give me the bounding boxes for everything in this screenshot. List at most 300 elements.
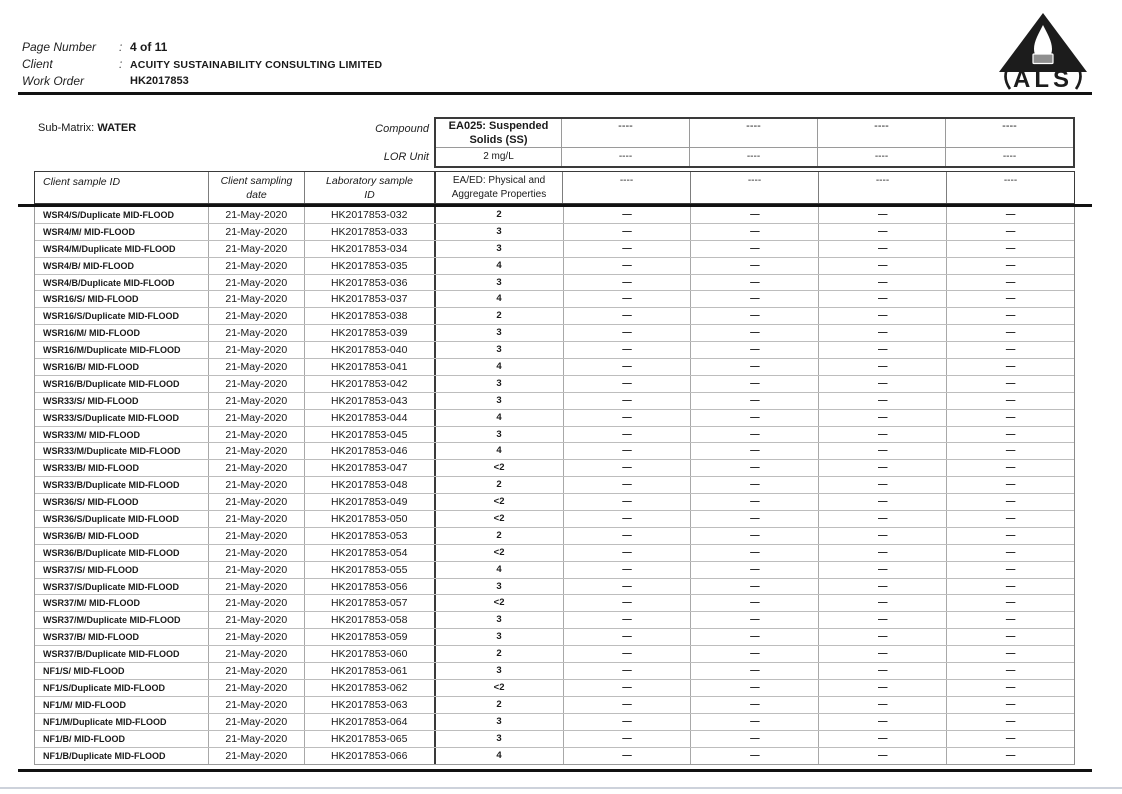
table-row [35,595,1074,612]
empty-result-cell: — [690,207,818,223]
empty-result-cell: — [946,241,1074,257]
empty-result-cell: — [563,224,691,240]
lor-unit-row [436,148,1073,166]
lab-sample-id-cell: HK2017853-041 [304,359,434,375]
result-value-cell: 2 [434,308,563,324]
col-header-sampling-date-line2 [209,202,304,203]
table-row [35,511,1074,528]
lab-sample-id-cell: HK2017853-036 [304,275,434,291]
sampling-date-cell: 21-May-2020 [208,562,304,578]
lor-value-cell: ---- [817,148,945,166]
footer-divider [18,769,1092,772]
empty-result-cell: — [563,629,691,645]
lor-value-cell: ---- [561,148,689,166]
empty-result-cell: — [946,460,1074,476]
table-row [35,663,1074,680]
empty-result-cell: — [818,528,946,544]
empty-result-cell: — [563,393,691,409]
sample-id-cell: WSR37/M/Duplicate MID-FLOOD [43,615,181,626]
sampling-date-cell: 21-May-2020 [208,612,304,628]
lab-sample-id-cell: HK2017853-035 [304,258,434,274]
lab-sample-id-cell: HK2017853-061 [304,663,434,679]
sampling-date-cell: 21-May-2020 [208,629,304,645]
table-row [35,460,1074,477]
result-value-cell: 3 [434,342,563,358]
empty-result-cell: — [818,258,946,274]
table-row [35,342,1074,359]
result-value-cell: <2 [434,460,563,476]
sub-matrix-value: WATER [97,122,137,134]
result-value-cell: 3 [434,224,563,240]
table-row [35,325,1074,342]
lor-unit-row-label: LOR Unit [383,151,429,163]
header-divider [18,92,1092,95]
empty-result-cell: — [818,494,946,510]
empty-result-cell: — [818,511,946,527]
empty-result-cell: — [946,528,1074,544]
lab-sample-id-cell: HK2017853-032 [304,207,434,223]
empty-result-cell: — [690,241,818,257]
empty-result-cell: — [690,545,818,561]
empty-result-cell: — [818,646,946,662]
lab-sample-id-cell: HK2017853-063 [304,697,434,713]
method-group-cell: ---- [946,172,1074,203]
lab-sample-id-cell: HK2017853-045 [304,427,434,443]
lor-value-cell: 2 mg/L [483,151,514,162]
empty-result-cell: — [563,612,691,628]
sampling-date-cell: 21-May-2020 [208,646,304,662]
empty-result-cell: — [946,511,1074,527]
table-row [35,629,1074,646]
empty-result-cell: — [563,308,691,324]
empty-result-cell: — [690,443,818,459]
sample-id-cell: WSR4/B/Duplicate MID-FLOOD [43,277,175,288]
page-number-label: Page Number [22,40,97,54]
lab-sample-id-cell: HK2017853-040 [304,342,434,358]
sample-id-cell: WSR36/S/Duplicate MID-FLOOD [43,514,180,525]
sampling-date-cell: 21-May-2020 [208,748,304,765]
work-order-value: HK2017853 [130,75,189,87]
sample-id-cell: WSR36/B/ MID-FLOOD [43,530,139,541]
col-header-lab-sample-id-line2: ID [364,189,375,201]
sample-id-cell: NF1/M/ MID-FLOOD [43,699,126,710]
sampling-date-cell: 21-May-2020 [208,680,304,696]
lab-sample-id-cell: HK2017853-055 [304,562,434,578]
sample-id-cell: WSR36/S/ MID-FLOOD [43,497,139,508]
sampling-date-cell: 21-May-2020 [208,207,304,223]
sample-id-cell: WSR33/S/Duplicate MID-FLOOD [43,412,180,423]
table-row [35,275,1074,292]
work-order-label: Work Order [22,74,85,88]
empty-result-cell: — [690,275,818,291]
sampling-date-cell: 21-May-2020 [208,393,304,409]
empty-result-cell: — [563,646,691,662]
empty-result-cell: — [690,224,818,240]
lab-sample-id-cell: HK2017853-046 [304,443,434,459]
lab-sample-id-cell: HK2017853-048 [304,477,434,493]
result-value-cell: 4 [434,359,563,375]
table-row [35,207,1074,224]
sample-id-cell: WSR16/M/ MID-FLOOD [43,328,140,339]
empty-result-cell: — [690,714,818,730]
empty-result-cell: — [563,595,691,611]
col-header-sampling-date-line1: Client sampling date [220,175,293,201]
table-row [35,308,1074,325]
table-row [35,258,1074,275]
empty-result-cell: — [946,629,1074,645]
empty-result-cell: — [563,342,691,358]
empty-result-cell: — [818,612,946,628]
empty-result-cell: — [563,376,691,392]
lab-sample-id-cell: HK2017853-057 [304,595,434,611]
sampling-date-cell: 21-May-2020 [208,258,304,274]
empty-result-cell: — [563,748,691,765]
sampling-date-cell: 21-May-2020 [208,511,304,527]
page-bottom-edge [0,787,1122,789]
compound-title-cell: ---- [689,119,817,147]
sample-id-cell: WSR37/B/ MID-FLOOD [43,632,139,643]
lab-sample-id-cell: HK2017853-037 [304,291,434,307]
empty-result-cell: — [690,731,818,747]
empty-result-cell: — [946,325,1074,341]
empty-result-cell: — [946,595,1074,611]
compound-title-cell: ---- [945,119,1073,147]
empty-result-cell: — [563,291,691,307]
empty-result-cell: — [818,562,946,578]
empty-result-cell: — [563,410,691,426]
result-value-cell: 2 [434,477,563,493]
lab-sample-id-cell: HK2017853-062 [304,680,434,696]
result-value-cell: 3 [434,393,563,409]
sampling-date-cell: 21-May-2020 [208,376,304,392]
sample-id-cell: WSR4/M/ MID-FLOOD [43,226,135,237]
table-row [35,697,1074,714]
empty-result-cell: — [690,697,818,713]
empty-result-cell: — [563,545,691,561]
empty-result-cell: — [818,443,946,459]
empty-result-cell: — [563,427,691,443]
empty-result-cell: — [563,680,691,696]
empty-result-cell: — [690,579,818,595]
sample-id-cell: WSR37/S/Duplicate MID-FLOOD [43,581,180,592]
empty-result-cell: — [690,663,818,679]
sampling-date-cell: 21-May-2020 [208,241,304,257]
result-value-cell: 3 [434,275,563,291]
sampling-date-cell: 21-May-2020 [208,494,304,510]
lab-sample-id-cell: HK2017853-065 [304,731,434,747]
empty-result-cell: — [563,579,691,595]
sample-id-cell: WSR4/S/Duplicate MID-FLOOD [43,210,175,220]
empty-result-cell: — [690,680,818,696]
empty-result-cell: — [690,612,818,628]
result-value-cell: 4 [434,410,563,426]
table-row [35,427,1074,444]
empty-result-cell: — [946,410,1074,426]
table-row [35,443,1074,460]
sample-id-cell: WSR4/B/ MID-FLOOD [43,260,134,271]
client-separator: : [119,57,123,71]
method-group-cell: ---- [690,172,818,203]
empty-result-cell: — [818,697,946,713]
sampling-date-cell: 21-May-2020 [208,291,304,307]
result-value-cell: <2 [434,680,563,696]
empty-result-cell: — [690,511,818,527]
logo-text: ALS [1013,66,1073,90]
empty-result-cell: — [818,427,946,443]
sample-id-cell: WSR16/B/ MID-FLOOD [43,362,139,373]
empty-result-cell: — [563,325,691,341]
empty-result-cell: — [690,595,818,611]
empty-result-cell: — [946,258,1074,274]
result-value-cell: 3 [434,241,563,257]
client-label: Client [22,57,53,71]
empty-result-cell: — [690,325,818,341]
sample-id-cell: NF1/S/ MID-FLOOD [43,666,125,677]
table-row [35,731,1074,748]
empty-result-cell: — [563,562,691,578]
sampling-date-cell: 21-May-2020 [208,325,304,341]
result-value-cell: <2 [434,494,563,510]
table-row [35,714,1074,731]
empty-result-cell: — [946,494,1074,510]
lab-sample-id-cell: HK2017853-047 [304,460,434,476]
empty-result-cell: — [818,359,946,375]
lab-sample-id-cell: HK2017853-050 [304,511,434,527]
sampling-date-cell: 21-May-2020 [208,427,304,443]
empty-result-cell: — [690,528,818,544]
result-value-cell: 3 [434,325,563,341]
sample-id-cell: WSR33/M/ MID-FLOOD [43,429,140,440]
empty-result-cell: — [563,258,691,274]
empty-result-cell: — [690,562,818,578]
empty-result-cell: — [946,612,1074,628]
empty-result-cell: — [563,528,691,544]
empty-result-cell: — [818,579,946,595]
empty-result-cell: — [818,241,946,257]
logo-burner-icon [1033,54,1053,64]
lab-sample-id-cell: HK2017853-056 [304,579,434,595]
result-value-cell: 3 [434,427,563,443]
empty-result-cell: — [690,748,818,765]
lab-sample-id-cell: HK2017853-058 [304,612,434,628]
col-header-lab-sample-id [304,172,434,203]
result-value-cell: 2 [434,697,563,713]
empty-result-cell: — [946,342,1074,358]
empty-result-cell: — [946,443,1074,459]
table-row [35,477,1074,494]
result-value-cell: <2 [434,545,563,561]
table-row [35,291,1074,308]
table-row [35,359,1074,376]
table-row [35,494,1074,511]
result-value-cell: 2 [434,207,563,223]
sample-id-cell: WSR16/M/Duplicate MID-FLOOD [43,345,181,356]
empty-result-cell: — [946,393,1074,409]
empty-result-cell: — [818,629,946,645]
table-row [35,528,1074,545]
sampling-date-cell: 21-May-2020 [208,528,304,544]
empty-result-cell: — [818,477,946,493]
empty-result-cell: — [818,680,946,696]
sample-id-cell: WSR4/M/Duplicate MID-FLOOD [43,243,176,254]
compound-title-cell: EA025: Suspended Solids (SS) [448,120,549,146]
empty-result-cell: — [690,291,818,307]
table-row [35,410,1074,427]
sample-id-cell: NF1/B/ MID-FLOOD [43,733,125,744]
sampling-date-cell: 21-May-2020 [208,308,304,324]
empty-result-cell: — [818,207,946,223]
col-header-client-sample-id: Client sample ID [43,176,121,188]
sample-id-cell: WSR33/S/ MID-FLOOD [43,395,139,406]
table-row [35,393,1074,410]
sample-id-cell: NF1/B/Duplicate MID-FLOOD [43,750,166,761]
col-header-lab-sample-id-line1: Laboratory sample [326,175,413,187]
empty-result-cell: — [690,629,818,645]
empty-result-cell: — [563,460,691,476]
lab-sample-id-cell: HK2017853-038 [304,308,434,324]
result-value-cell: 2 [434,646,563,662]
sampling-date-cell: 21-May-2020 [208,477,304,493]
table-row [35,562,1074,579]
result-value-cell: 4 [434,748,563,765]
sample-id-cell: WSR37/M/ MID-FLOOD [43,598,140,609]
compound-header-box [434,117,1075,168]
lab-sample-id-cell: HK2017853-044 [304,410,434,426]
empty-result-cell: — [563,511,691,527]
result-value-cell: 3 [434,579,563,595]
empty-result-cell: — [818,308,946,324]
lor-value-cell: ---- [689,148,817,166]
empty-result-cell: — [690,258,818,274]
col-header-sampling-date [208,172,304,203]
empty-result-cell: — [690,342,818,358]
sample-id-cell: WSR33/B/ MID-FLOOD [43,463,139,474]
lab-sample-id-cell: HK2017853-034 [304,241,434,257]
sampling-date-cell: 21-May-2020 [208,410,304,426]
empty-result-cell: — [946,545,1074,561]
result-value-cell: <2 [434,511,563,527]
empty-result-cell: — [690,460,818,476]
sample-id-cell: WSR16/S/Duplicate MID-FLOOD [43,311,180,322]
sampling-date-cell: 21-May-2020 [208,224,304,240]
empty-result-cell: — [818,748,946,765]
table-row [35,241,1074,258]
empty-result-cell: — [690,376,818,392]
empty-result-cell: — [563,275,691,291]
empty-result-cell: — [946,748,1074,765]
sub-matrix [38,122,136,134]
empty-result-cell: — [563,494,691,510]
table-row [35,579,1074,596]
lab-sample-id-cell: HK2017853-054 [304,545,434,561]
client-value: ACUITY SUSTAINABILITY CONSULTING LIMITED [130,59,383,71]
result-value-cell: 4 [434,291,563,307]
empty-result-cell: — [946,376,1074,392]
table-row [35,748,1074,765]
sampling-date-cell: 21-May-2020 [208,714,304,730]
result-value-cell: <2 [434,595,563,611]
compound-row-label: Compound [375,123,429,135]
sampling-date-cell: 21-May-2020 [208,731,304,747]
result-value-cell: 2 [434,528,563,544]
result-value-cell: 3 [434,376,563,392]
sample-id-cell: WSR16/B/Duplicate MID-FLOOD [43,378,180,389]
empty-result-cell: — [563,241,691,257]
empty-result-cell: — [946,714,1074,730]
empty-result-cell: — [818,325,946,341]
table-row [35,646,1074,663]
empty-result-cell: — [946,224,1074,240]
empty-result-cell: — [818,460,946,476]
table-row [35,680,1074,697]
empty-result-cell: — [946,308,1074,324]
lab-sample-id-cell: HK2017853-059 [304,629,434,645]
empty-result-cell: — [946,663,1074,679]
sample-id-cell: WSR37/B/Duplicate MID-FLOOD [43,649,180,660]
sampling-date-cell: 21-May-2020 [208,579,304,595]
empty-result-cell: — [563,663,691,679]
empty-result-cell: — [818,275,946,291]
lab-sample-id-cell: HK2017853-060 [304,646,434,662]
method-header-cells [434,172,1074,203]
empty-result-cell: — [690,494,818,510]
sampling-date-cell: 21-May-2020 [208,595,304,611]
method-group-cell: ---- [562,172,690,203]
empty-result-cell: — [818,393,946,409]
empty-result-cell: — [690,410,818,426]
sample-id-cell: WSR36/B/Duplicate MID-FLOOD [43,547,180,558]
empty-result-cell: — [690,393,818,409]
empty-result-cell: — [818,224,946,240]
empty-result-cell: — [690,427,818,443]
empty-result-cell: — [690,646,818,662]
empty-result-cell: — [946,427,1074,443]
result-value-cell: 3 [434,714,563,730]
lab-sample-id-cell: HK2017853-043 [304,393,434,409]
result-value-cell: 4 [434,562,563,578]
empty-result-cell: — [818,595,946,611]
empty-result-cell: — [946,477,1074,493]
sample-id-cell: WSR33/M/Duplicate MID-FLOOD [43,446,181,457]
sampling-date-cell: 21-May-2020 [208,443,304,459]
als-logo [993,12,1093,90]
sample-id-cell: WSR37/S/ MID-FLOOD [43,564,139,575]
empty-result-cell: — [563,477,691,493]
compound-title-row [436,119,1073,148]
empty-result-cell: — [563,697,691,713]
result-value-cell: 4 [434,258,563,274]
lab-sample-id-cell: HK2017853-049 [304,494,434,510]
compound-title-cell: ---- [561,119,689,147]
table-row [35,545,1074,562]
lab-sample-id-cell: HK2017853-066 [304,748,434,765]
empty-result-cell: — [946,697,1074,713]
empty-result-cell: — [563,443,691,459]
lab-sample-id-cell: HK2017853-033 [304,224,434,240]
table-row [35,376,1074,393]
sampling-date-cell: 21-May-2020 [208,359,304,375]
result-value-cell: 3 [434,629,563,645]
empty-result-cell: — [818,714,946,730]
empty-result-cell: — [563,359,691,375]
table-row [35,224,1074,241]
empty-result-cell: — [818,410,946,426]
result-value-cell: 3 [434,612,563,628]
method-group-cell: ---- [818,172,946,203]
empty-result-cell: — [690,308,818,324]
empty-result-cell: — [946,646,1074,662]
lab-sample-id-cell: HK2017853-053 [304,528,434,544]
